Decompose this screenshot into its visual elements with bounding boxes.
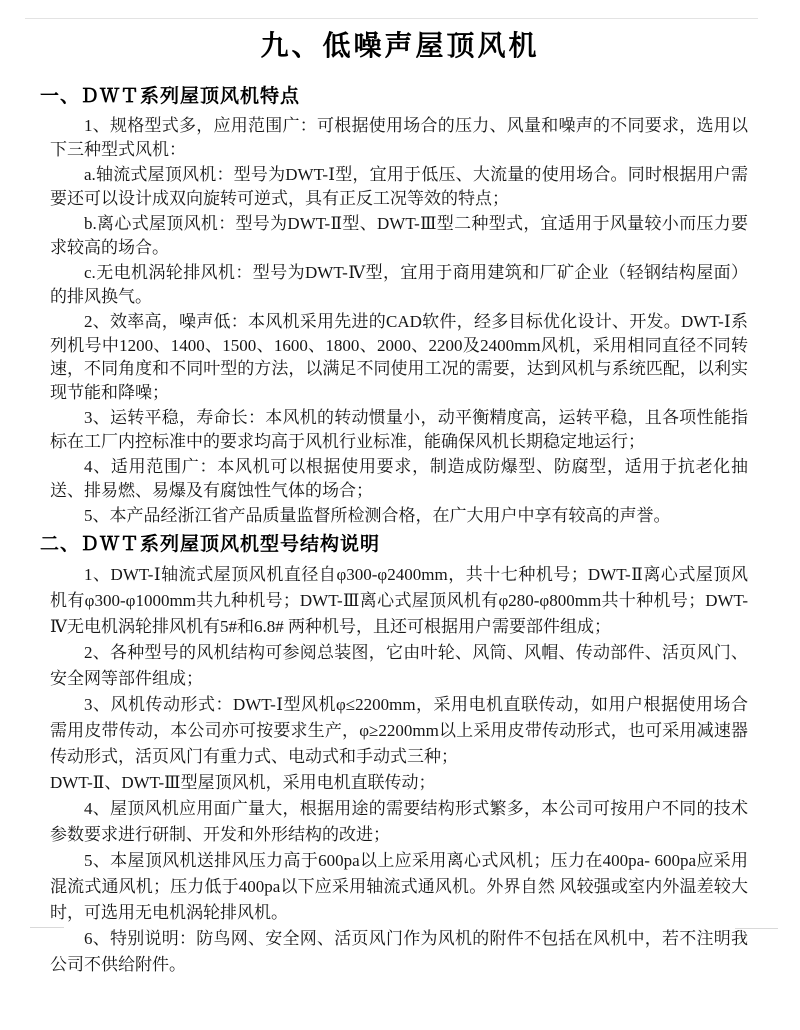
section-features — [40, 84, 748, 528]
paragraph: 4、适用范围广：本风机可以根据使用要求，制造成防爆型、防腐型，适用于抗老化抽送、排易燃、易爆及有腐蚀性气体的场合； — [50, 457, 748, 500]
paragraph: 1、DWT-Ⅰ轴流式屋顶风机直径自φ300-φ2400mm，共十七种机号；DWT-Ⅱ离心式屋顶风机有φ300-φ1000mm共九种机号；DWT-Ⅲ离心式屋顶风机有φ280-φ800mm共十种机号；DWT-Ⅳ无电机涡轮排风机有5#和6.8# 两种机号，且还可根据用户需要部件组成； — [50, 564, 748, 636]
paragraph: 3、风机传动形式：DWT-Ⅰ型风机φ≤2200mm，采用电机直联传动，如用户根据使用场合需用皮带传动，本公司亦可按要求生产，φ≥2200mm以上采用皮带传动形式，也可采用减速器传动形式，活页风门有重力式、电动式和手动式三种； — [50, 694, 748, 766]
paragraph: 5、本屋顶风机送排风压力高于600pa以上应采用离心式风机；压力在400pa- 600pa应采用混流式通风机；压力低于400pa以下应采用轴流式通风机。外界自然 风较强或室内外温差较大时，可选用无电机涡轮排风机。 — [50, 850, 748, 922]
paragraph: 3、运转平稳，寿命长：本风机的转动惯量小，动平衡精度高，运转平稳，且各项性能指标在工厂内控标准中的要求均高于风机行业标准，能确保风机长期稳定地运行； — [50, 408, 748, 451]
paragraph: 5、本产品经浙江省产品质量监督所检测合格，在广大用户中享有较高的声誉。 — [84, 506, 671, 525]
paragraph: a.轴流式屋顶风机：型号为DWT-Ⅰ型，宜用于低压、大流量的使用场合。同时根据用户需要还可以设计成双向旋转可逆式，具有正反工况等效的特点； — [50, 165, 748, 208]
paragraph: 6、特别说明：防鸟网、安全网、活页风门作为风机的附件不包括在风机中，若不注明我公司不供给附件。 — [50, 928, 748, 974]
scan-artifact-left — [30, 927, 64, 928]
paragraph: 1、规格型式多，应用范围广：可根据使用场合的压力、风量和噪声的不同要求，选用以下三种型式风机： — [50, 116, 748, 159]
page-content — [0, 84, 800, 978]
scan-artifact-right — [735, 928, 778, 929]
paragraph: 2、各种型号的风机结构可参阅总装图，它由叶轮、风筒、风帽、传动部件、活页风门、安全网等部件组成； — [50, 642, 748, 688]
paragraph: 4、屋顶风机应用面广量大，根据用途的需要结构形式繁多，本公司可按用户不同的技术参数要求进行研制、开发和外形结构的改进； — [50, 798, 748, 844]
page-title: 九、低噪声屋顶风机 — [260, 31, 540, 62]
top-rule — [25, 18, 758, 19]
paragraph: 2、效率高，噪声低：本风机采用先进的CAD软件，经多目标优化设计、开发。DWT-Ⅰ系列机号中1200、1400、1500、1600、1800、2000、2200及2400mm风机，采用相同直径不同转速，不同角度和不同叶型的方法，以满足不同使用工况的需要，达到风机与系统匹配，以利实现节能和降噪； — [50, 312, 748, 402]
section-model-structure-heading: 二、ＤＷＴ系列屋顶风机型号结构说明 — [40, 533, 381, 555]
paragraph: c.无电机涡轮排风机：型号为DWT-Ⅳ型，宜用于商用建筑和厂矿企业（轻钢结构屋面）的排风换气。 — [50, 263, 748, 306]
paragraph: b.离心式屋顶风机：型号为DWT-Ⅱ型、DWT-Ⅲ型二种型式，宜适用于风量较小而压力要求较高的场合。 — [50, 214, 748, 257]
section-features-heading: 一、ＤＷＴ系列屋顶风机特点 — [40, 86, 301, 107]
paragraph-continuation: DWT-Ⅱ、DWT-Ⅲ型屋顶风机，采用电机直联传动； — [50, 772, 436, 792]
section-model-structure — [40, 532, 748, 978]
